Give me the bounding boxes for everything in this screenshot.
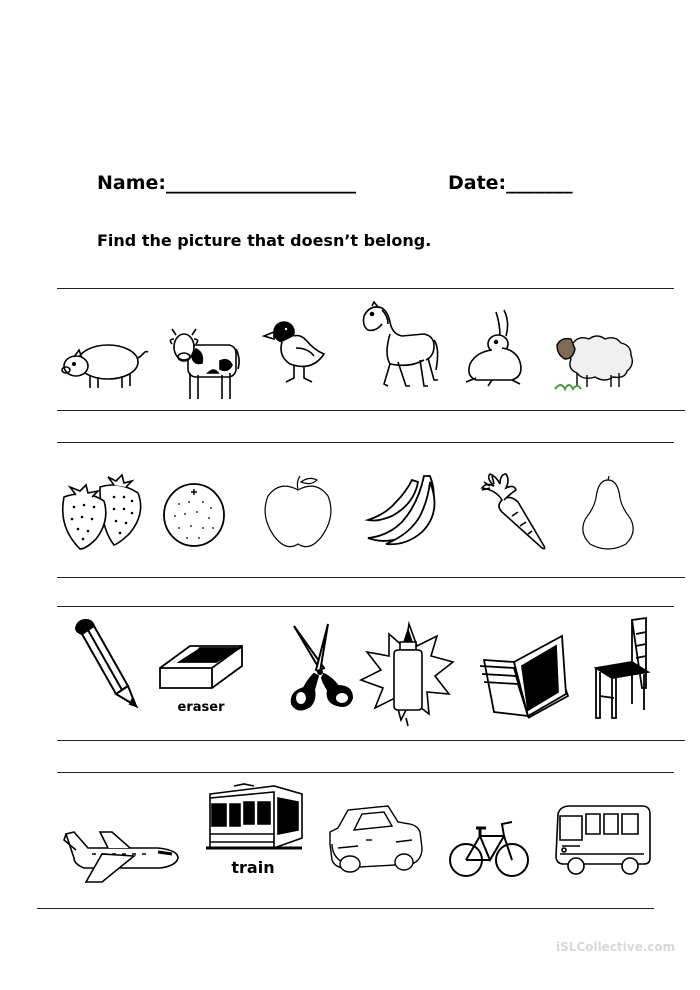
eraser-icon[interactable] <box>156 640 246 692</box>
train-caption: train <box>231 858 275 877</box>
horse-icon[interactable] <box>358 302 440 398</box>
instructions: Find the picture that doesn’t belong. <box>97 231 432 250</box>
car-icon[interactable] <box>326 800 426 876</box>
eraser-caption: eraser <box>177 700 225 715</box>
name-label-text: Name: <box>97 172 167 194</box>
chair-icon[interactable] <box>592 616 652 720</box>
pencil-icon[interactable] <box>70 618 140 708</box>
row-rule <box>57 740 685 741</box>
row-rule <box>57 577 685 578</box>
row-rule <box>57 606 674 607</box>
pear-icon[interactable] <box>578 476 638 550</box>
date-label <box>448 172 573 194</box>
name-label <box>97 172 356 194</box>
strawberry-icon[interactable] <box>58 475 148 549</box>
name-blank[interactable]: ____________________ <box>166 172 357 194</box>
scissors-icon[interactable] <box>284 622 354 714</box>
glue-icon[interactable] <box>364 620 454 730</box>
train-icon[interactable] <box>204 784 308 858</box>
date-label-text: Date: <box>448 172 507 194</box>
carrot-icon[interactable] <box>472 472 548 550</box>
row-rule <box>57 288 674 289</box>
row-rule <box>57 772 674 773</box>
bus-icon[interactable] <box>552 802 652 878</box>
banana-icon[interactable] <box>364 472 444 546</box>
row-rule <box>57 410 685 411</box>
bicycle-icon[interactable] <box>448 816 530 880</box>
row-rule <box>57 442 674 443</box>
duck-icon[interactable] <box>262 318 328 386</box>
airplane-icon[interactable] <box>62 806 182 886</box>
rabbit-icon[interactable] <box>462 308 526 388</box>
apple-icon[interactable] <box>263 474 333 550</box>
book-icon[interactable] <box>476 630 570 720</box>
date-blank[interactable]: _______ <box>506 172 573 194</box>
watermark: iSLCollective.com <box>556 940 676 954</box>
pig-icon[interactable] <box>60 330 150 392</box>
row-rule <box>37 908 654 909</box>
sheep-icon[interactable] <box>553 333 635 391</box>
cow-icon[interactable] <box>170 323 242 403</box>
orange-icon[interactable] <box>161 480 227 548</box>
